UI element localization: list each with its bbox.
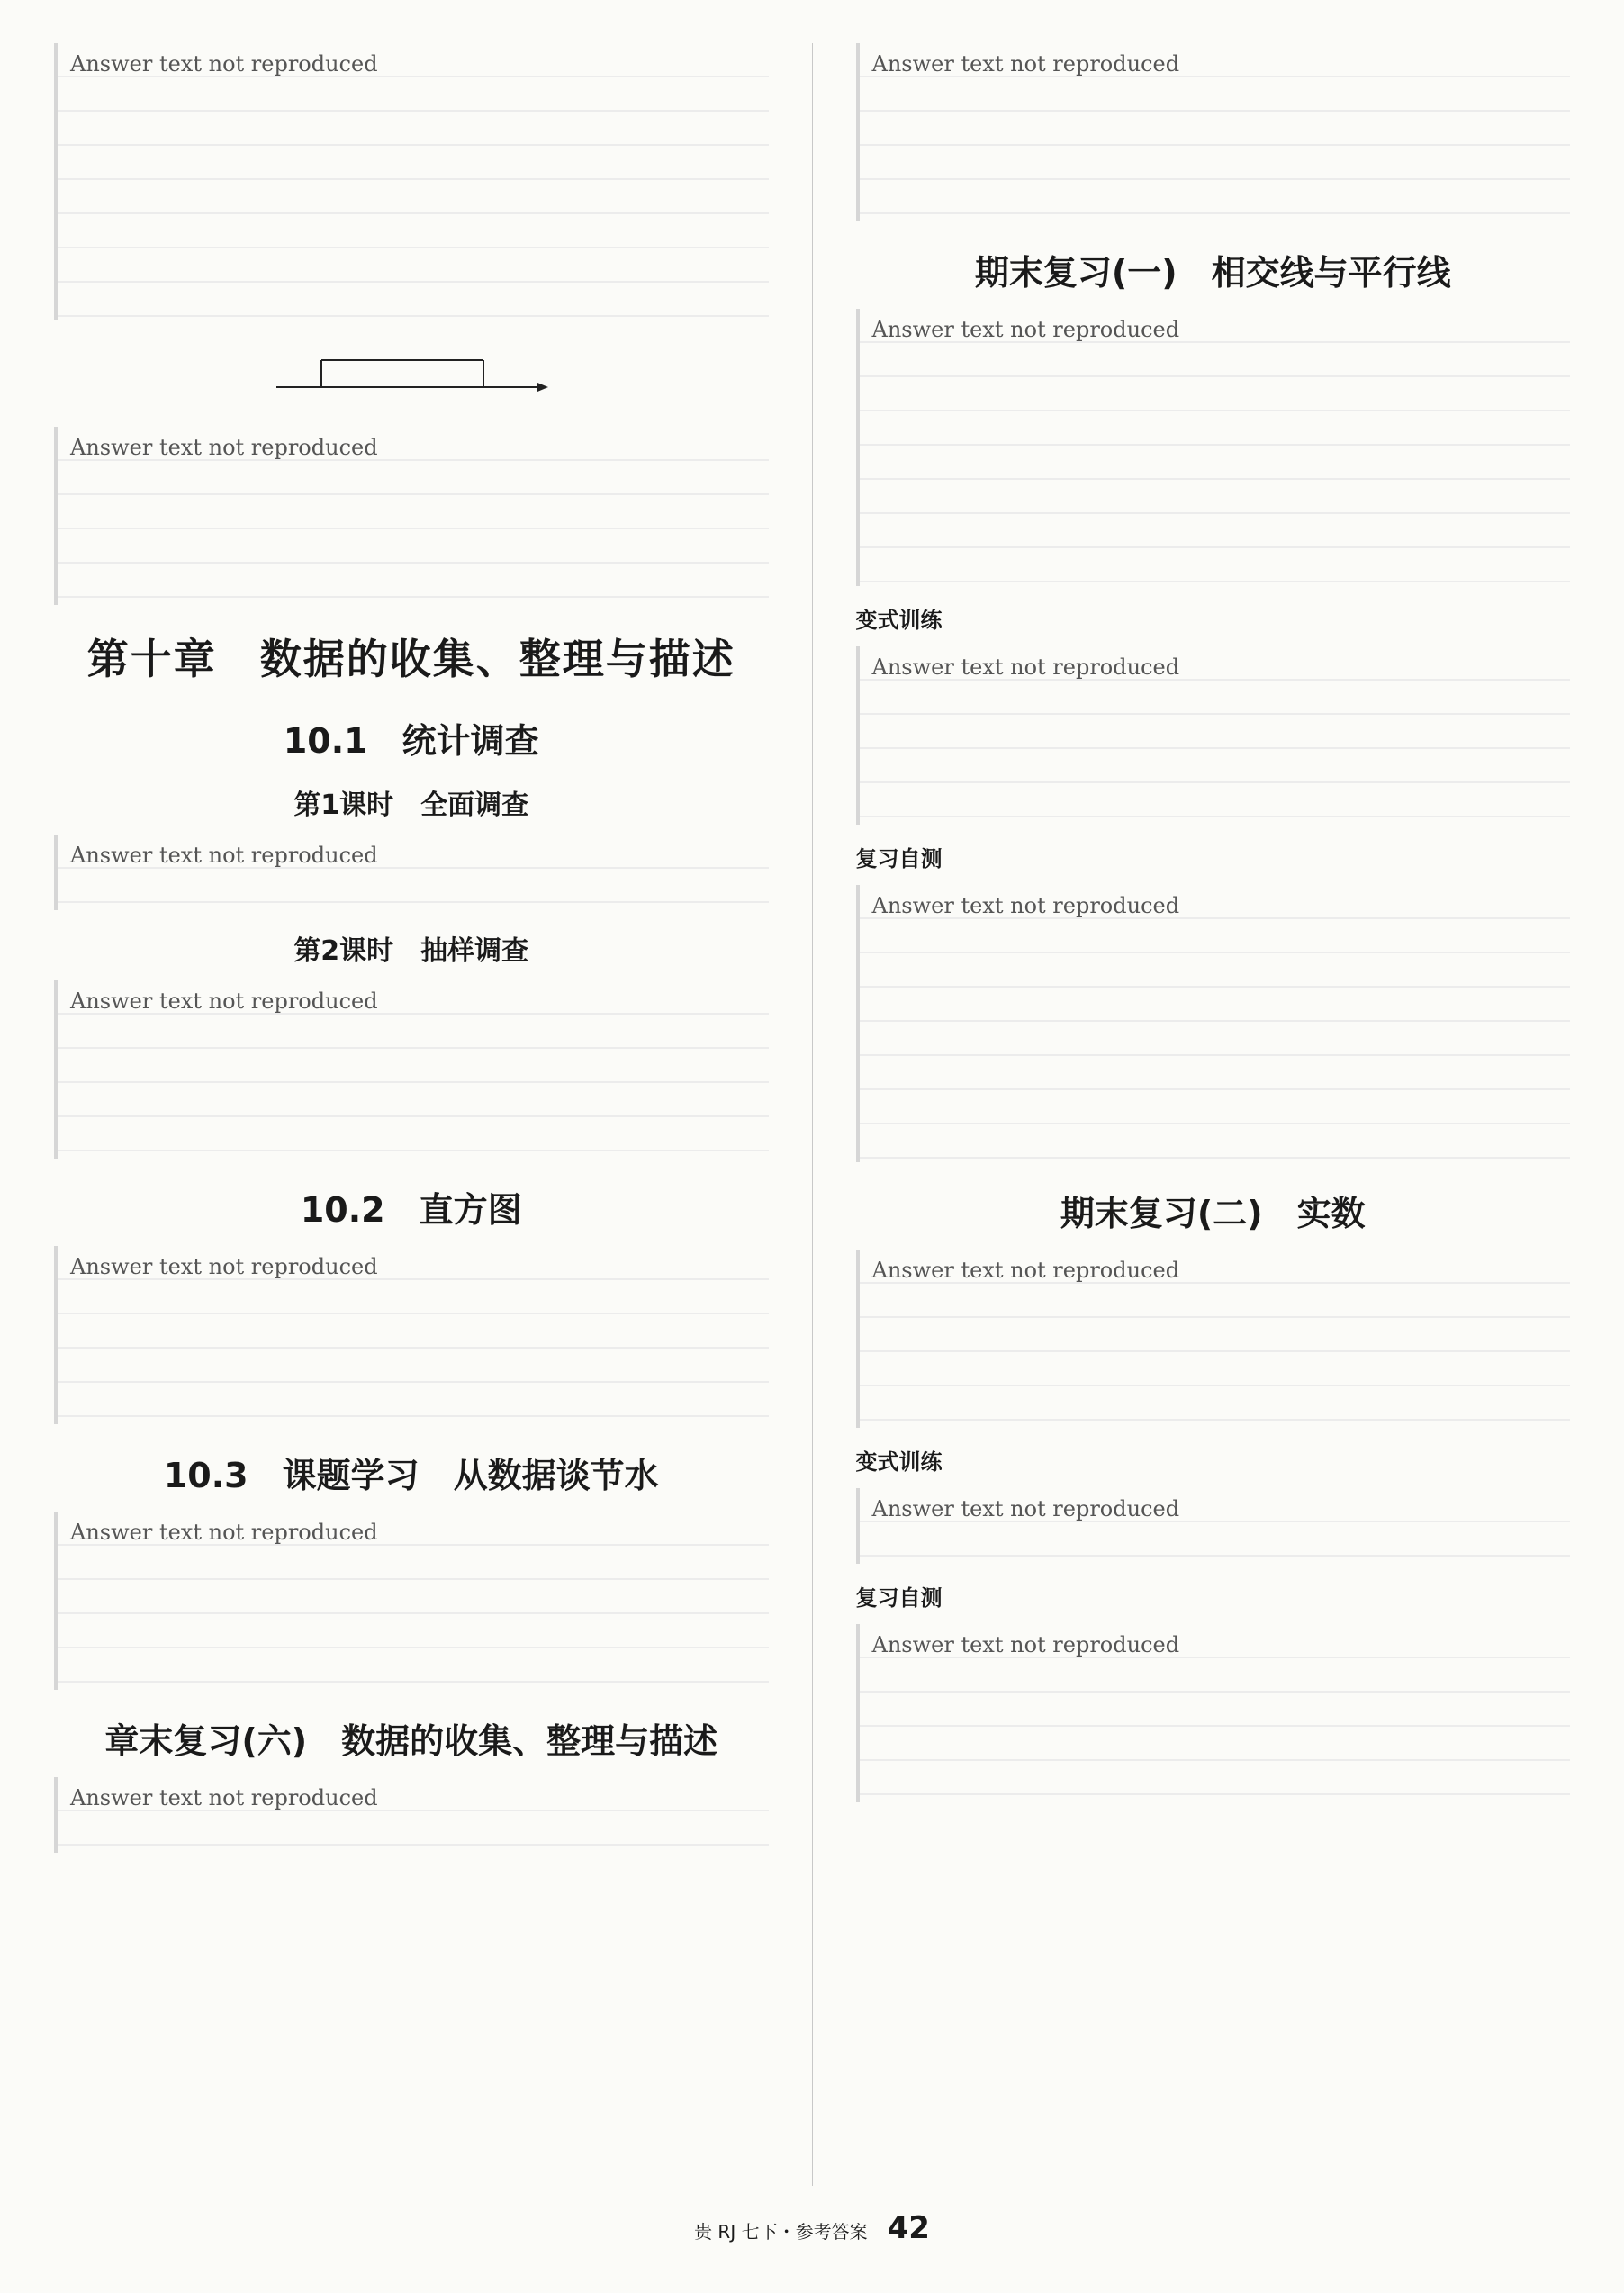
number-line-icon (267, 338, 555, 410)
page-footer (0, 2210, 1624, 2246)
variant-training-label-2: 变式训练 (855, 1449, 943, 1475)
column-divider (812, 43, 813, 2186)
variant-training-label-1: 变式训练 (855, 608, 943, 633)
right-column (856, 43, 1571, 2186)
chapter-review-title: 章末复习(六) 数据的收集、整理与描述 (104, 1721, 718, 1761)
self-test-answers-1: Answer text not reproduced (856, 885, 1571, 1162)
lesson-2-answers: Answer text not reproduced (54, 980, 769, 1159)
two-column-layout (54, 43, 1570, 2186)
chapter-title: 第十章 数据的收集、整理与描述 (86, 635, 735, 683)
lesson-title-2: 第2课时 抽样调查 (293, 935, 529, 967)
self-test-label-1: 复习自测 (855, 846, 943, 871)
final-review-2-title: 期末复习(二) 实数 (1060, 1194, 1366, 1233)
left-column (54, 43, 769, 2186)
final-review-1-title: 期末复习(一) 相交线与平行线 (974, 253, 1451, 293)
self-test-label-2: 复习自测 (855, 1585, 943, 1611)
variant-training-answers-1: Answer text not reproduced (856, 646, 1571, 825)
final-review-1-examples: Answer text not reproduced (856, 309, 1571, 586)
section-10-2-answers: Answer text not reproduced (54, 1246, 769, 1424)
lesson-title-1: 第1课时 全面调查 (293, 790, 529, 821)
previous-chapter-answers-cont: Answer text not reproduced (54, 427, 769, 605)
final-review-2-examples: Answer text not reproduced (856, 1250, 1571, 1428)
section-title-10-2: 10.2 直方图 (300, 1190, 522, 1230)
previous-chapter-answers: Answer text not reproduced (54, 43, 769, 320)
self-test-answers-2: Answer text not reproduced (856, 1624, 1571, 1802)
page-number: 42 (887, 2210, 930, 2246)
chapter-review-answers: Answer text not reproduced (54, 1777, 769, 1853)
lesson-1-answers: Answer text not reproduced (54, 835, 769, 910)
section-title-10-3: 10.3 课题学习 从数据谈节水 (163, 1456, 659, 1495)
section-title-10-1: 10.1 统计调查 (283, 721, 539, 761)
variant-training-answers-2: Answer text not reproduced (856, 1488, 1571, 1564)
number-line-figure (54, 333, 769, 414)
footer-label: 贵 RJ 七下・参考答案 (694, 2221, 868, 2243)
carryover-answers: Answer text not reproduced (856, 43, 1571, 221)
section-10-3-answers: Answer text not reproduced (54, 1512, 769, 1690)
